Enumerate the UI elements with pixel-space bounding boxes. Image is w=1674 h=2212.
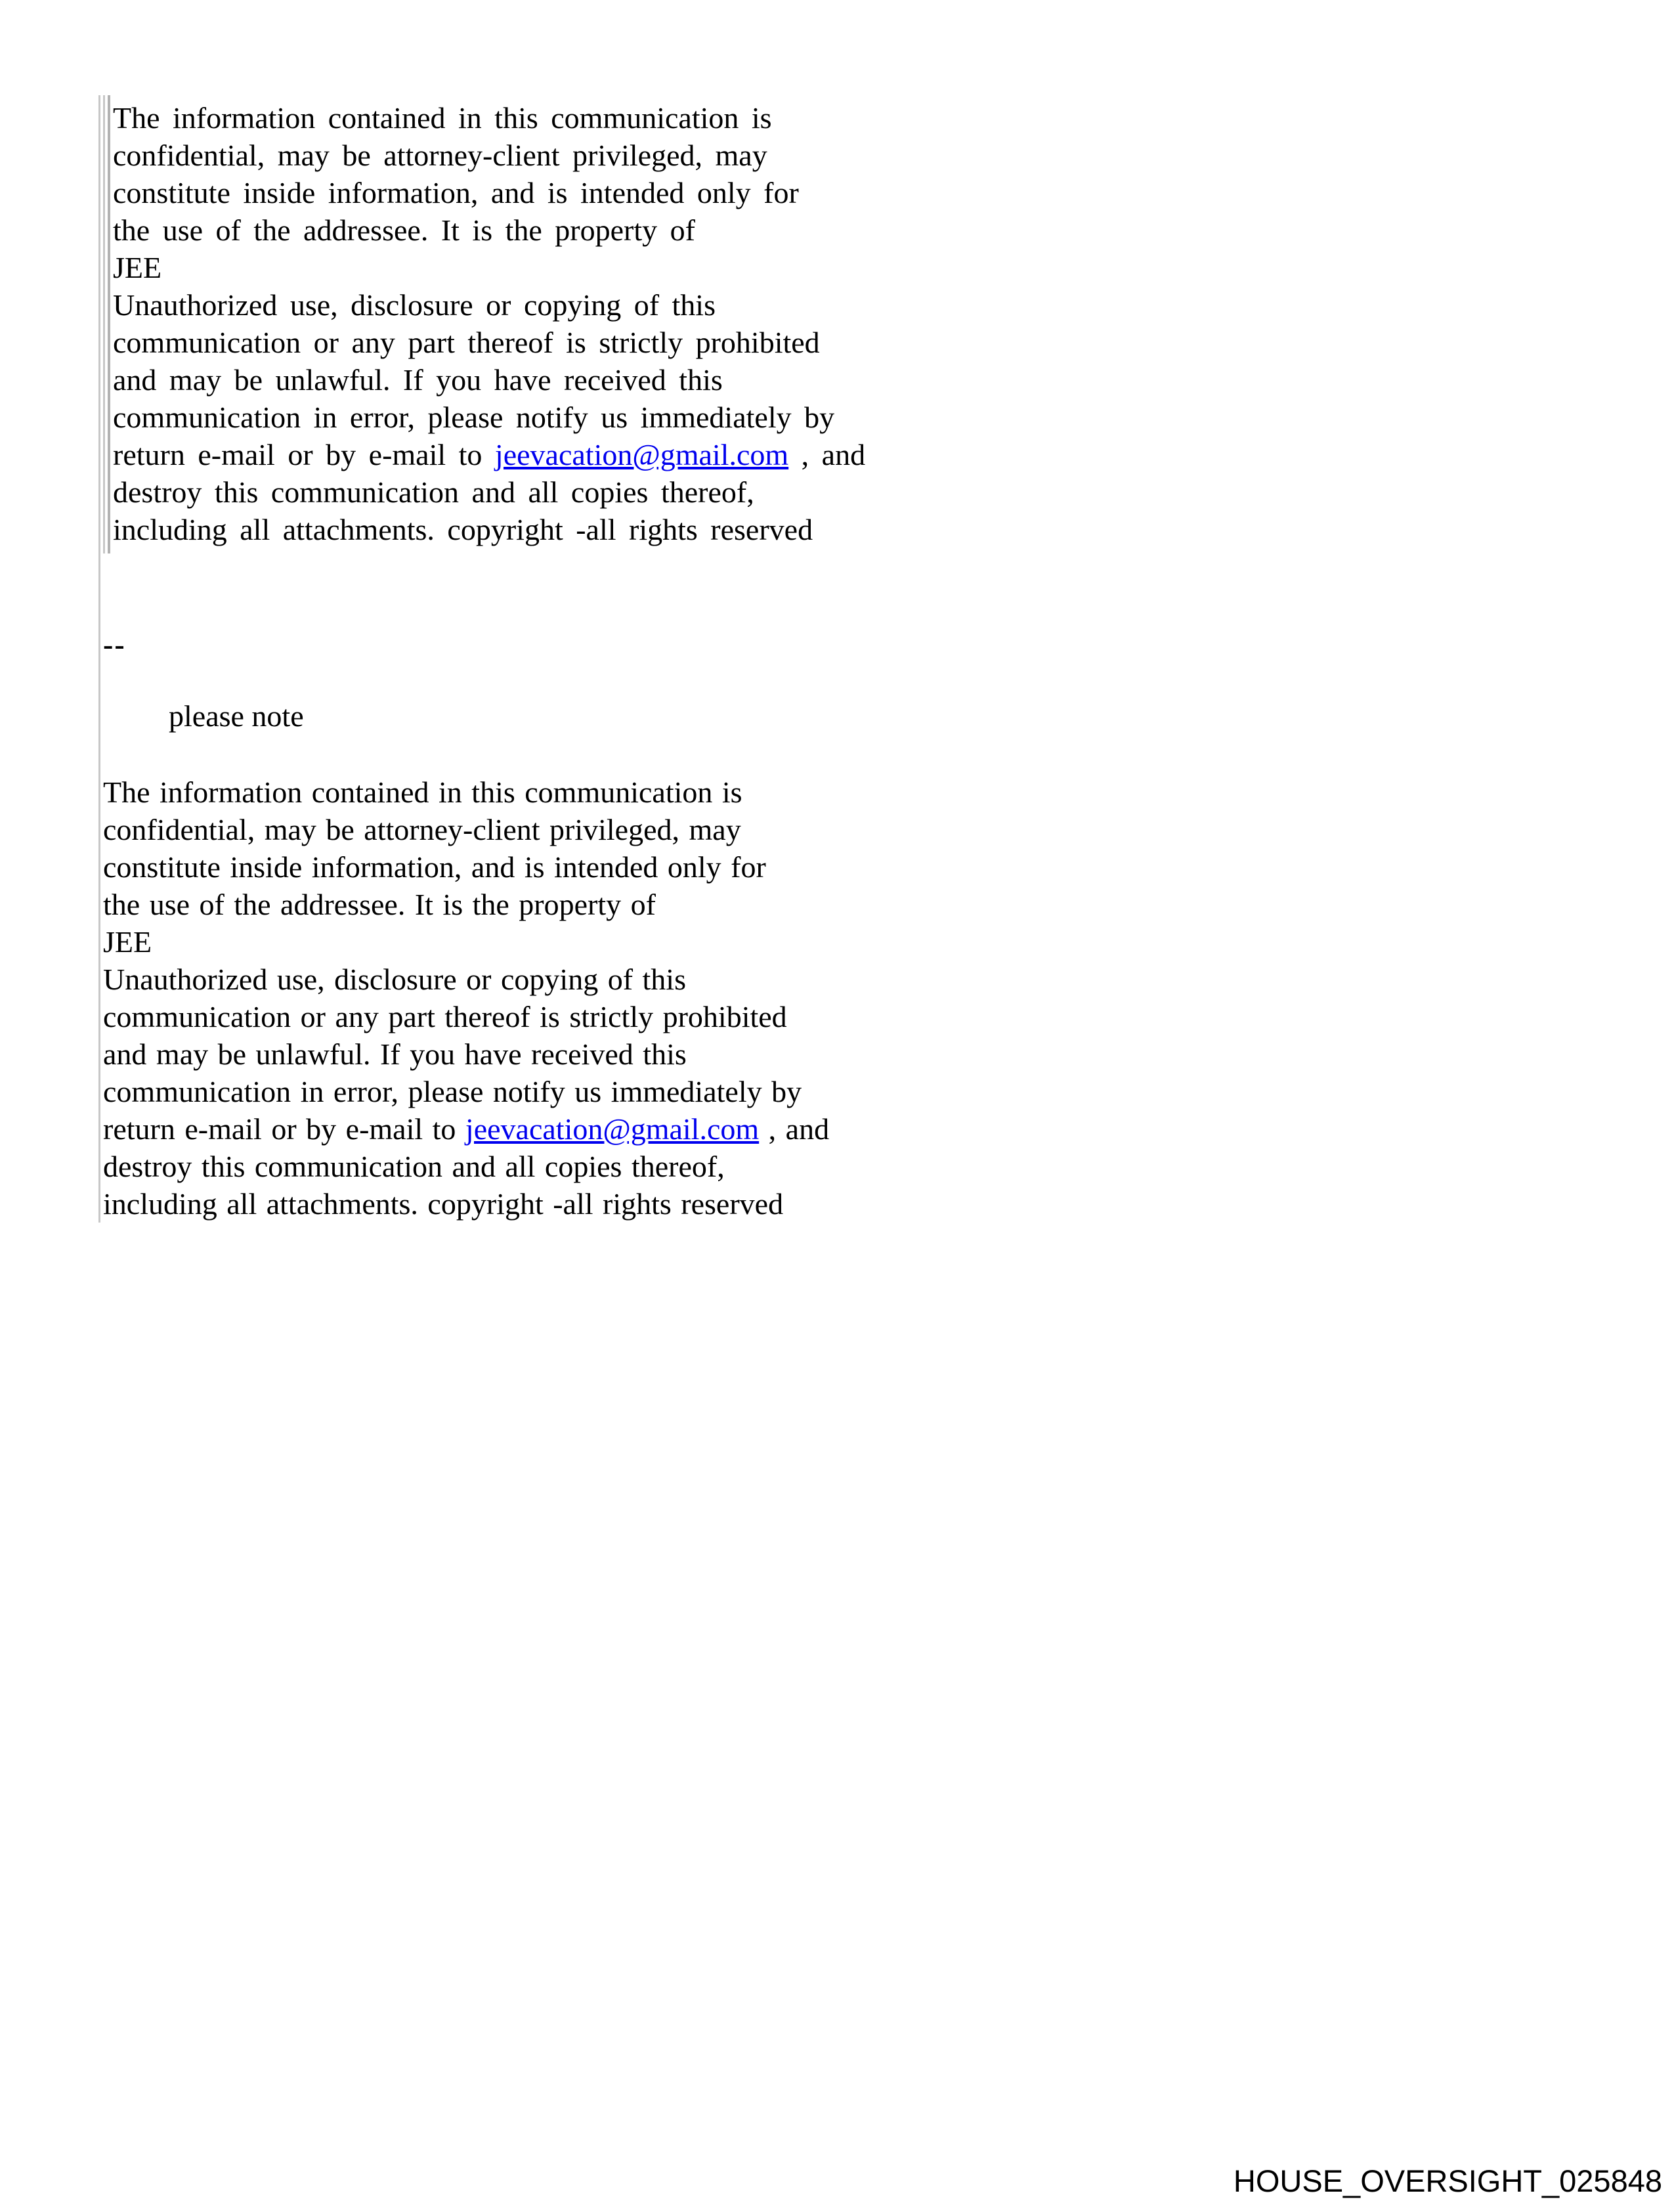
quote-level-1 [98, 95, 963, 1223]
email-link[interactable]: jeevacation@gmail.com [465, 1112, 760, 1146]
disclaimer-line: communication or any part thereof is strictly prohibited [113, 326, 820, 359]
disclaimer-line: communication in error, please notify us immediately by [103, 1075, 802, 1108]
disclaimer-line: destroy this communication and all copies thereof, [103, 1150, 725, 1183]
disclaimer-line: constitute inside information, and is intended only for [113, 176, 799, 209]
disclaimer-line: The information contained in this communication is [113, 101, 772, 135]
signature-separator: -- [103, 628, 126, 661]
disclaimer-line: The information contained in this communication is [103, 775, 742, 809]
disclaimer-line: return e-mail or by e-mail to jeevacation@gmail.com , and [113, 438, 866, 471]
disclaimer-line: Unauthorized use, disclosure or copying of this [113, 288, 716, 322]
disclaimer-line: including all attachments. copyright -all rights reserved [113, 513, 813, 546]
disclaimer-line: including all attachments. copyright -all rights reserved [103, 1187, 784, 1221]
disclaimer-block-2 [103, 773, 963, 1223]
please-note-text: please note [169, 699, 304, 733]
disclaimer-line: JEE [103, 925, 152, 959]
disclaimer-line: destroy this communication and all copies thereof, [113, 475, 754, 509]
disclaimer-line: return e-mail or by e-mail to jeevacation@gmail.com , and [103, 1112, 830, 1146]
quote-level-2 [103, 95, 963, 553]
quote-level-3 [108, 95, 963, 553]
disclaimer-line: constitute inside information, and is intended only for [103, 850, 766, 884]
disclaimer-line: the use of the addressee. It is the property of [103, 888, 656, 921]
disclaimer-line: communication in error, please notify us immediately by [113, 401, 835, 434]
disclaimer-line: Unauthorized use, disclosure or copying of this [103, 963, 686, 996]
disclaimer-line: communication or any part thereof is strictly prohibited [103, 1000, 787, 1033]
email-link[interactable]: jeevacation@gmail.com [494, 438, 789, 471]
disclaimer-block-1 [113, 99, 963, 548]
disclaimer-line: confidential, may be attorney-client privileged, may [113, 139, 767, 172]
disclaimer-line: and may be unlawful. If you have received this [103, 1037, 687, 1071]
bates-number: HOUSE_OVERSIGHT_025848 [1233, 2163, 1662, 2198]
disclaimer-line: JEE [113, 251, 162, 284]
disclaimer-line: the use of the addressee. It is the property of [113, 213, 695, 247]
disclaimer-line: and may be unlawful. If you have received this [113, 363, 723, 397]
disclaimer-line: confidential, may be attorney-client privileged, may [103, 813, 741, 846]
